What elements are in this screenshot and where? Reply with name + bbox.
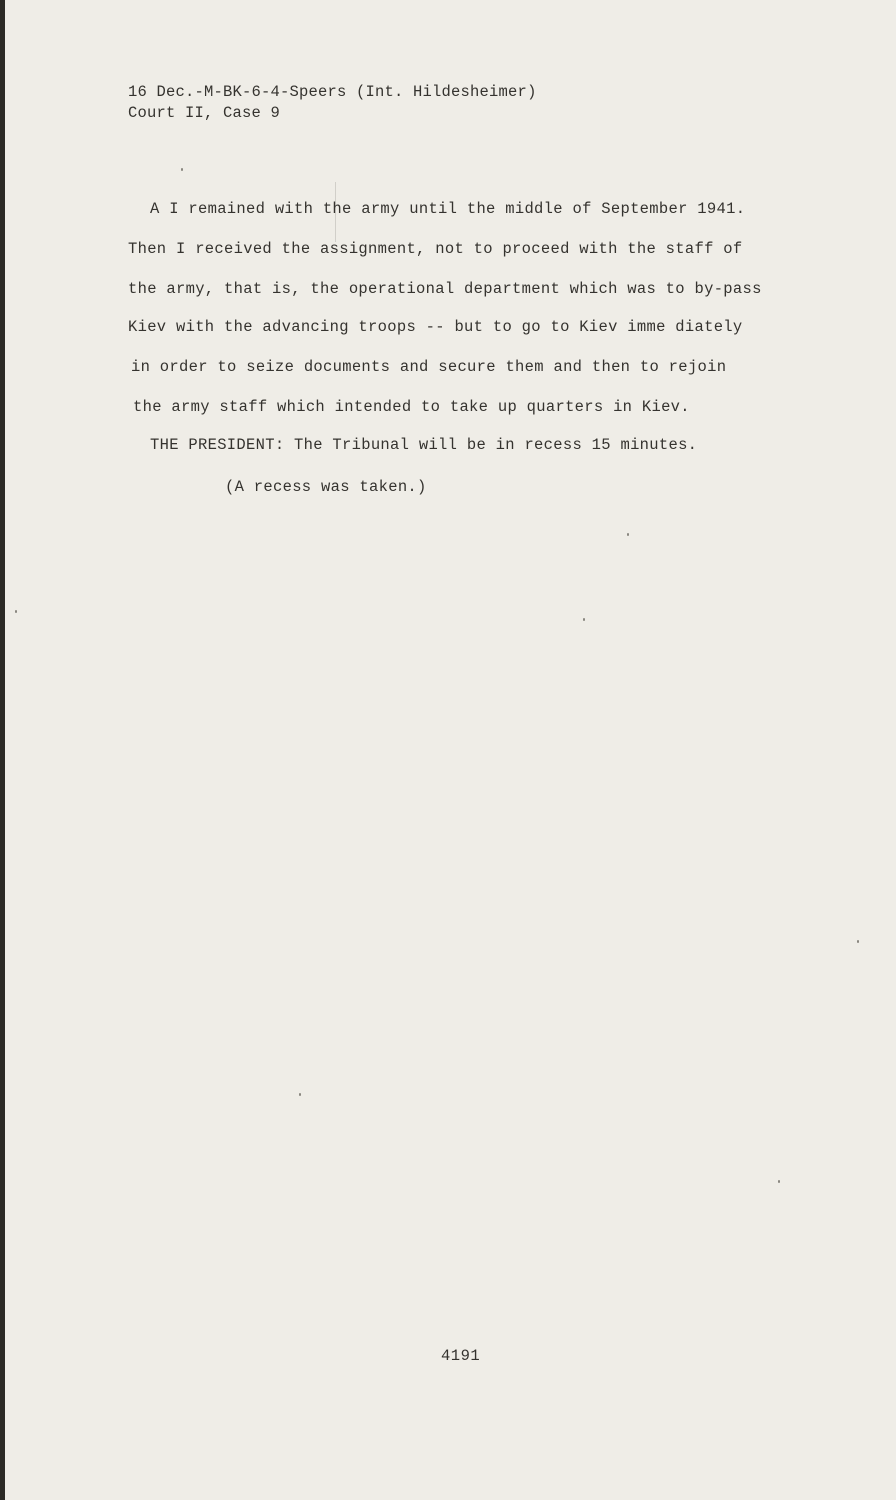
recess-note: (A recess was taken.): [225, 478, 427, 496]
paper-speck: [583, 618, 585, 621]
paper-speck: [857, 940, 859, 943]
header-session-line: 16 Dec.-M-BK-6-4-Speers (Int. Hildesheimer): [128, 83, 537, 101]
paper-speck: [299, 1093, 301, 1096]
paper-speck: [627, 533, 629, 536]
paper-speck: [15, 610, 17, 613]
document-header: [128, 82, 537, 124]
testimony-line-2: Then I received the assignment, not to proceed with the staff of: [128, 240, 743, 258]
testimony-line-3: the army, that is, the operational department which was to by-pass: [128, 280, 762, 298]
testimony-line-1: A I remained with the army until the middle of September 1941.: [150, 200, 746, 218]
testimony-line-4: Kiev with the advancing troops -- but to go to Kiev imme diately: [128, 318, 743, 336]
testimony-line-6: the army staff which intended to take up quarters in Kiev.: [133, 398, 690, 416]
header-court-line: Court II, Case 9: [128, 104, 281, 122]
paper-speck: [181, 168, 183, 171]
testimony-line-5: in order to seize documents and secure them and then to rejoin: [131, 358, 727, 376]
president-statement: THE PRESIDENT: The Tribunal will be in recess 15 minutes.: [150, 436, 698, 454]
paper-speck: [778, 1180, 780, 1183]
page-number: 4191: [441, 1347, 481, 1365]
